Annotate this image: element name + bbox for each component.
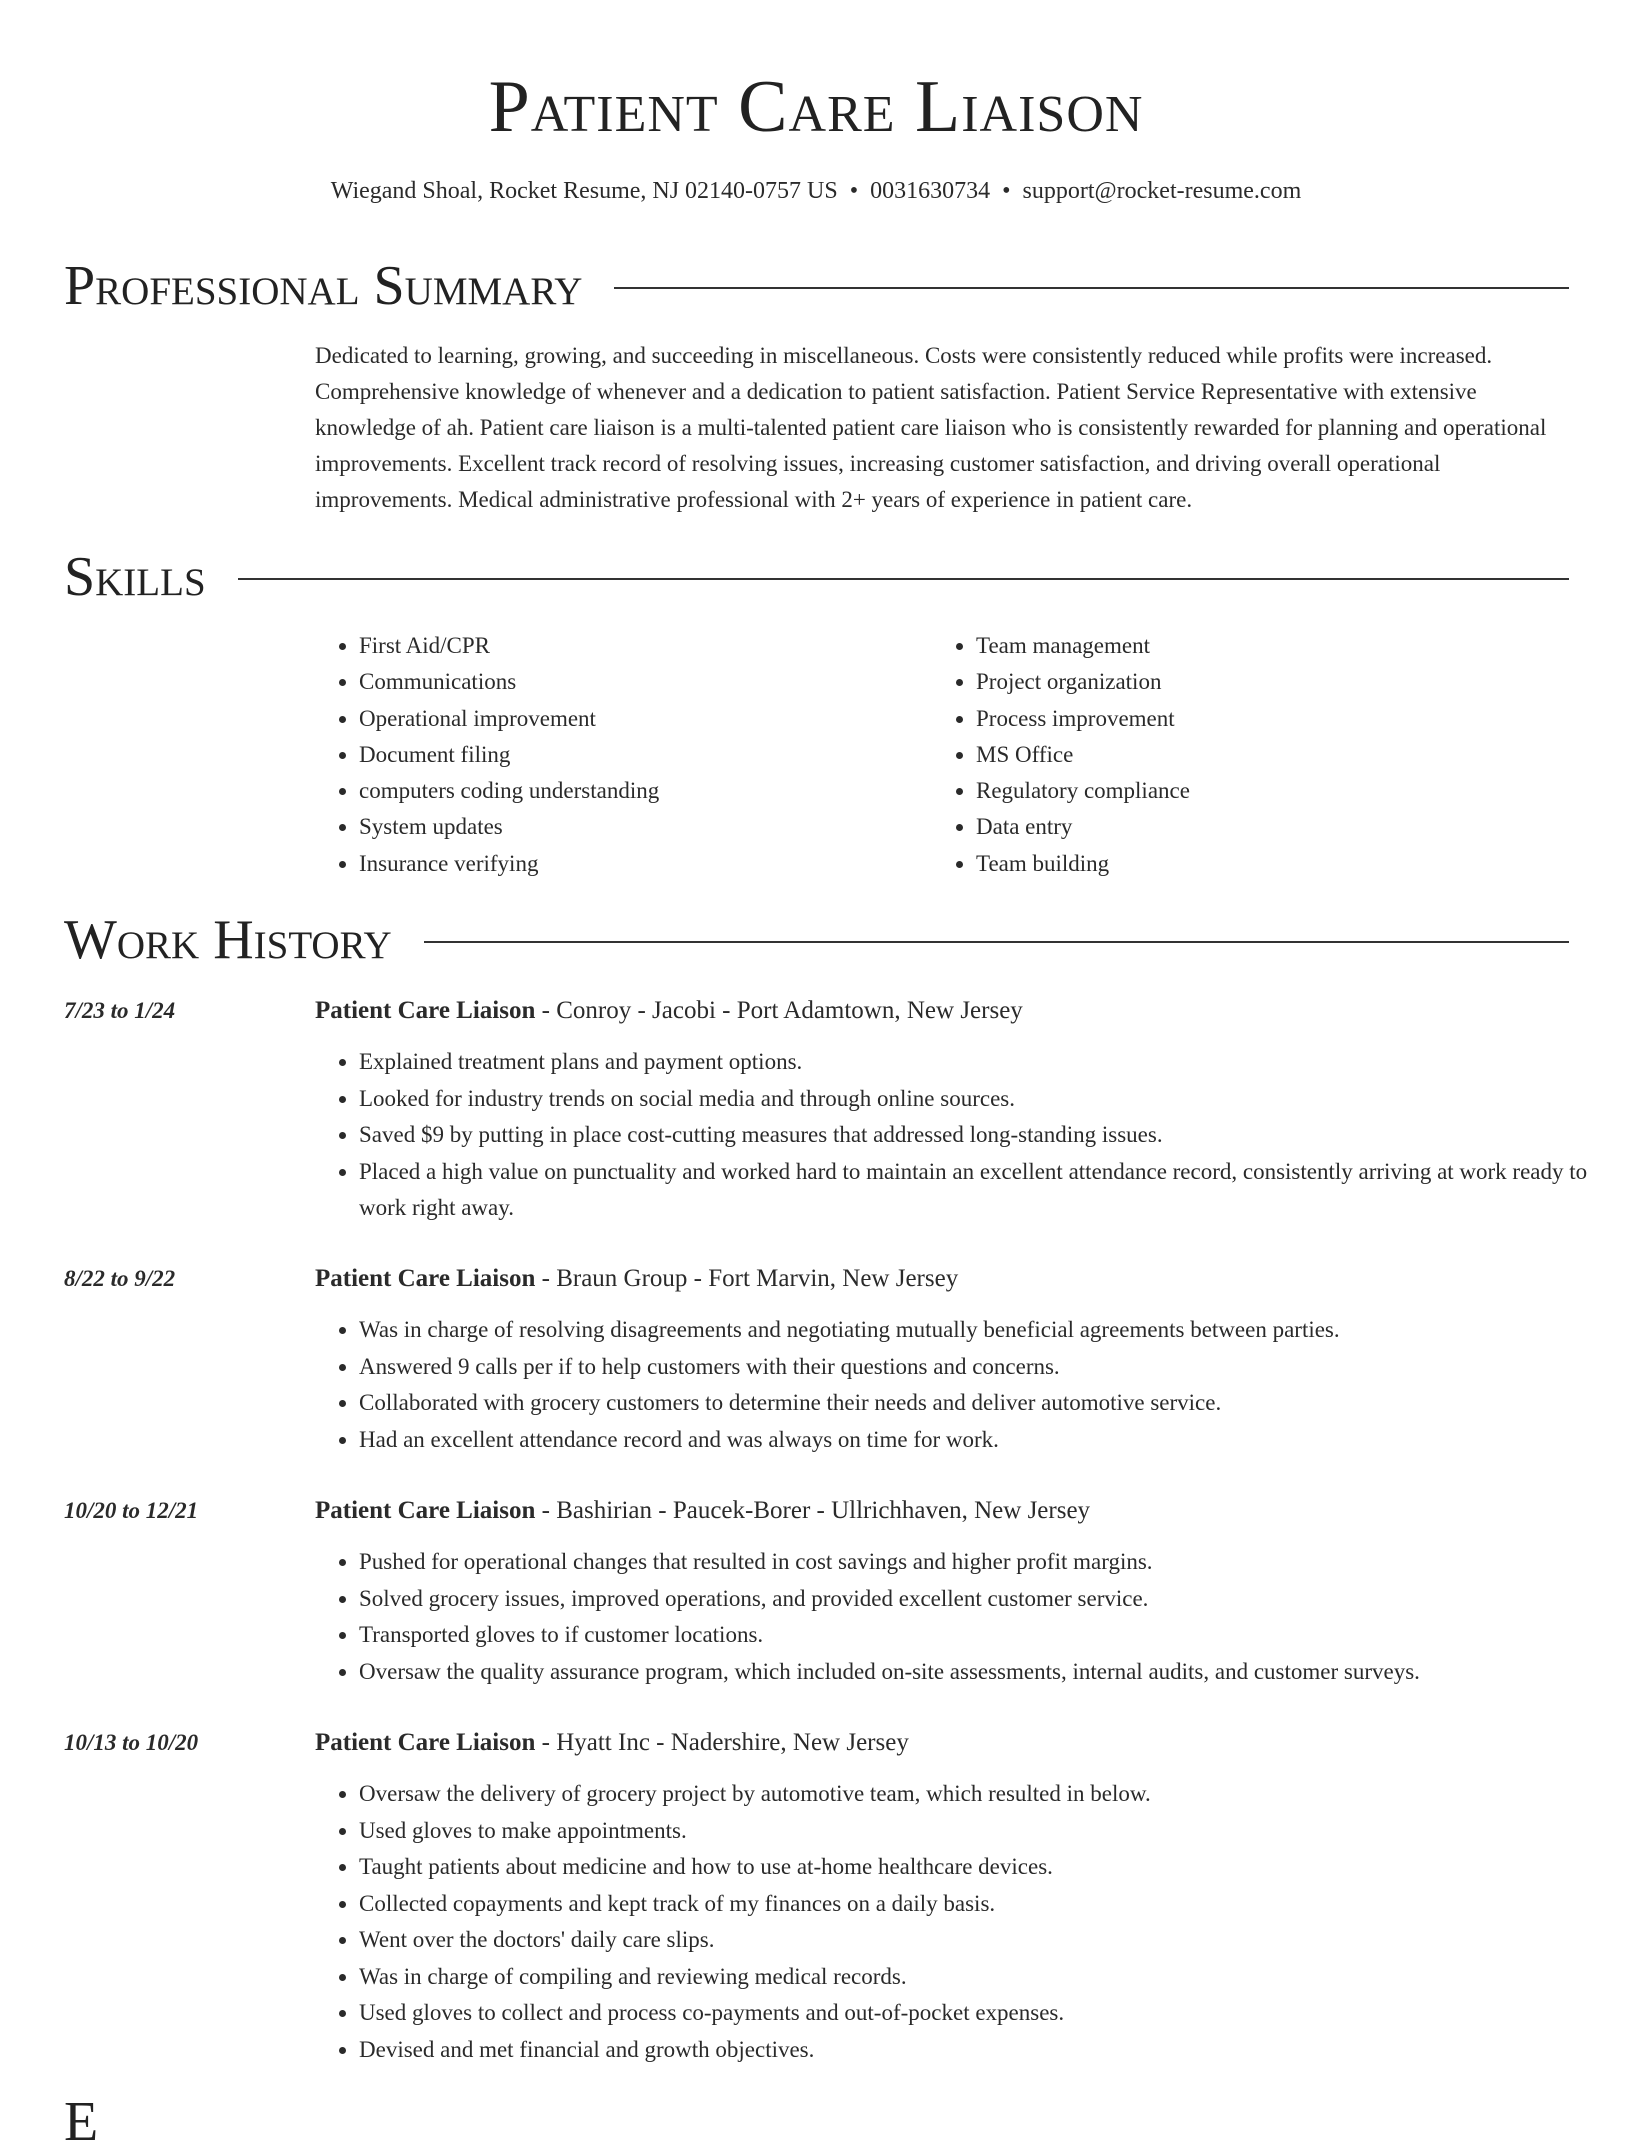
skill-item: • First Aid/CPR (359, 628, 919, 664)
job-dates: 7/23 to 1/24 (64, 998, 176, 1023)
work-section-header (64, 908, 1569, 972)
job-dates: 10/13 to 10/20 (64, 1730, 199, 1755)
skill-item: • computers coding understanding (359, 773, 919, 809)
contact-line (0, 176, 1632, 206)
skill-item: • Data entry (976, 809, 1576, 845)
skills-list-right (932, 628, 1576, 882)
job-bullet: • Looked for industry trends on social media and through online sources. (359, 1081, 1613, 1118)
job-heading (315, 1727, 1569, 1759)
job-employer-location: - Bashirian - Paucek-Borer - Ullrichhaven, New Jersey (535, 1497, 1091, 1524)
section-title-skills: Skills (64, 546, 206, 608)
separator-dot: • (1002, 178, 1011, 204)
job-bullet: • Used gloves to make appointments. (359, 1813, 1613, 1850)
next-section-title-partial: E (64, 2091, 99, 2153)
job-heading (315, 1495, 1569, 1527)
skill-item: • Document filing (359, 737, 919, 773)
section-divider (424, 941, 1569, 943)
job-bullet: • Oversaw the quality assurance program, which included on-site assessments, internal audits, and customer surveys. (359, 1654, 1613, 1691)
section-title-summary: Professional Summary (64, 255, 583, 317)
skills-section-header (64, 545, 1569, 609)
job-title: Patient Care Liaison (315, 997, 536, 1024)
address: Wiegand Shoal, Rocket Resume, NJ 02140-0757 US (330, 178, 838, 204)
job-bullet: • Solved grocery issues, improved operations, and provided excellent customer service. (359, 1581, 1613, 1618)
skills-list-left (315, 628, 919, 882)
job-title: Patient Care Liaison (315, 1265, 536, 1292)
summary-text: Dedicated to learning, growing, and succeeding in miscellaneous. Costs were consistently reduced while profits were increased. Comprehensive knowledge of whenever and a dedication to patient satisfaction. Patient Service Representative with extensive knowledge of ah. Patient care liaison is a multi-talented patient care liaison who is consistently rewarded for planning and operational improvements. Excellent track record of resolving issues, increasing customer satisfaction, and driving overall operational improvements. Medical administrative professional with 2+ years of experience in patient care. (315, 343, 1547, 512)
job-bullet: • Answered 9 calls per if to help customers with their questions and concerns. (359, 1349, 1613, 1386)
job-bullets (315, 1544, 1613, 1690)
skill-item: • Project organization (976, 664, 1576, 700)
job-bullet: • Was in charge of resolving disagreements and negotiating mutually beneficial agreements between parties. (359, 1312, 1613, 1349)
job-dates: 8/22 to 9/22 (64, 1266, 176, 1291)
job-bullets (315, 1312, 1613, 1458)
skill-item: • Regulatory compliance (976, 773, 1576, 809)
email: support@rocket-resume.com (1022, 178, 1302, 204)
skill-item: • System updates (359, 809, 919, 845)
skill-item: • Team management (976, 628, 1576, 664)
job-bullet: • Oversaw the delivery of grocery project by automotive team, which resulted in below. (359, 1776, 1613, 1813)
section-divider (238, 578, 1569, 580)
job-employer-location: - Hyatt Inc - Nadershire, New Jersey (535, 1729, 909, 1756)
job-bullet: • Was in charge of compiling and reviewing medical records. (359, 1959, 1613, 1996)
job-bullet: • Explained treatment plans and payment options. (359, 1044, 1613, 1081)
job-bullet: • Placed a high value on punctuality and worked hard to maintain an excellent attendance record, consistently arriving at work ready to work right away. (359, 1154, 1613, 1227)
job-bullet: • Transported gloves to if customer locations. (359, 1617, 1613, 1654)
job-heading (315, 1263, 1569, 1295)
job-bullet: • Devised and met financial and growth objectives. (359, 2032, 1613, 2069)
job-bullet: • Pushed for operational changes that resulted in cost savings and higher profit margins. (359, 1544, 1613, 1581)
skill-item: • Insurance verifying (359, 846, 919, 882)
job-heading (315, 995, 1569, 1027)
section-divider (614, 287, 1569, 289)
job-title: Patient Care Liaison (315, 1497, 536, 1524)
job-bullet: • Went over the doctors' daily care slips. (359, 1922, 1613, 1959)
job-bullet: • Used gloves to collect and process co-payments and out-of-pocket expenses. (359, 1995, 1613, 2032)
skill-item: • Process improvement (976, 701, 1576, 737)
job-bullet: • Taught patients about medicine and how to use at-home healthcare devices. (359, 1849, 1613, 1886)
job-bullet: • Collected copayments and kept track of my finances on a daily basis. (359, 1886, 1613, 1923)
job-employer-location: - Braun Group - Fort Marvin, New Jersey (535, 1265, 959, 1292)
job-bullet: • Had an excellent attendance record and was always on time for work. (359, 1422, 1613, 1459)
skill-item: • Team building (976, 846, 1576, 882)
separator-dot: • (849, 178, 859, 204)
section-title-work-history: Work History (64, 909, 392, 971)
skill-item: • MS Office (976, 737, 1576, 773)
job-bullets (315, 1044, 1613, 1227)
phone: 0031630734 (870, 178, 991, 204)
job-employer-location: - Conroy - Jacobi - Port Adamtown, New Jersey (535, 997, 1023, 1024)
job-title: Patient Care Liaison (315, 1729, 536, 1756)
job-bullet: • Collaborated with grocery customers to determine their needs and deliver automotive service. (359, 1385, 1613, 1422)
candidate-name: Patient Care Liaison (488, 66, 1144, 148)
job-bullets (315, 1776, 1613, 2068)
skill-item: • Operational improvement (359, 701, 919, 737)
job-bullet: • Saved $9 by putting in place cost-cutting measures that addressed long-standing issues. (359, 1117, 1613, 1154)
summary-section-header (64, 254, 1569, 318)
job-dates: 10/20 to 12/21 (64, 1498, 199, 1523)
skill-item: • Communications (359, 664, 919, 700)
